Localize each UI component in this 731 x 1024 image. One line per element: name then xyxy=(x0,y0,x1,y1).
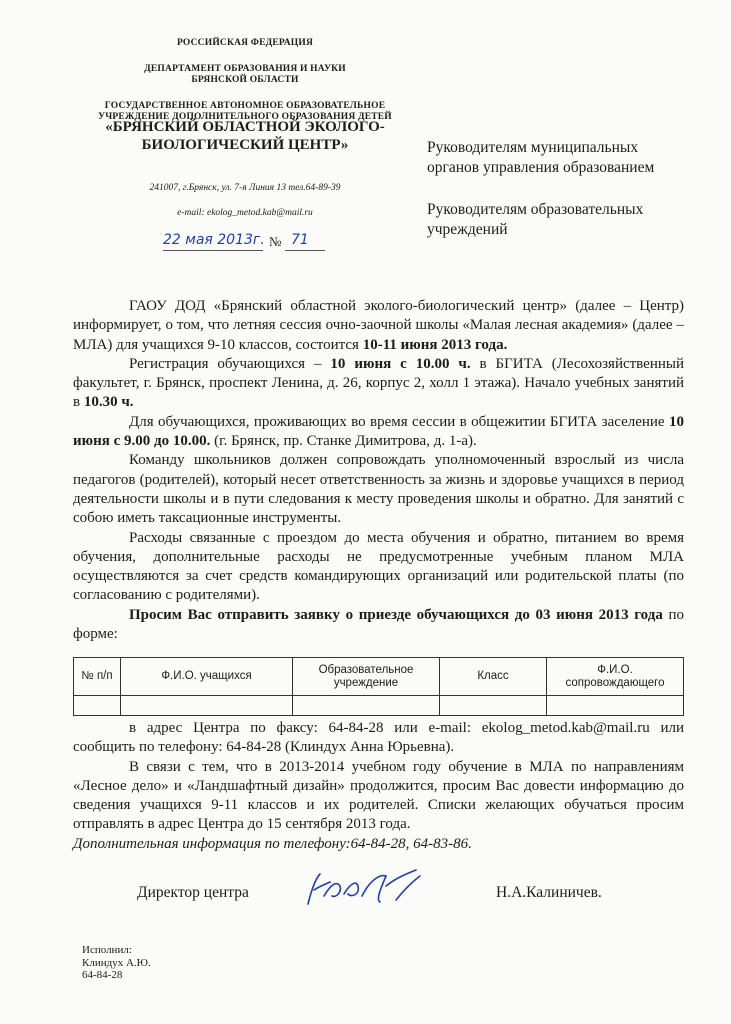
organization-name xyxy=(60,118,430,154)
paragraph-request: Просим Вас отправить заявку о приезде обучающихся до 03 июня 2013 года по форме: xyxy=(73,606,684,643)
addressee-line-3: Руководителям образовательных xyxy=(427,201,644,218)
organization-name-line-2: БИОЛОГИЧЕСКИЙ ЦЕНТР» xyxy=(141,137,349,153)
organization-name-line-1: «БРЯНСКИЙ ОБЛАСТНОЙ ЭКОЛОГО- xyxy=(105,119,385,135)
paragraph-next-year: В связи с тем, что в 2013-2014 учебном году обучение в МЛА по направлениям «Лесное дело» и «Ландшафтный дизайн» продолжится, просим Вас довести информацию до сведения учащихся 9-11 классов и их родителей. Списки желающих обучаться просим отправлять в адрес Центра до 15 сентября 2013 года. xyxy=(73,758,684,833)
addressee-line-4: учреждений xyxy=(427,221,508,238)
handwritten-number: 71 xyxy=(291,232,309,248)
table-cell xyxy=(293,696,440,716)
addressee-line-1: Руководителям муниципальных xyxy=(427,139,639,156)
paragraph-escort: Команду школьников должен сопровождать уполномоченный взрослый из числа педагогов (родителей), который несет ответственность за жизнь и здоровье учащихся в период деятельности школы и в пути следования к месту проведения школы и обратно. Для занятий с собою иметь таксационные инструменты. xyxy=(73,452,684,527)
table-cell xyxy=(121,696,293,716)
table-header-cell: Ф.И.О. сопровождающего xyxy=(547,658,684,696)
country-line: РОССИЙСКАЯ ФЕДЕРАЦИЯ xyxy=(176,38,314,48)
table-header-cell: № п/п xyxy=(74,658,121,696)
handwritten-date: 22 мая 2013г. xyxy=(163,232,265,248)
table-row xyxy=(74,696,684,716)
application-form-table xyxy=(73,657,684,716)
signature-name: Н.А.Калиничев. xyxy=(496,884,602,901)
institution-line-2: УЧРЕЖДЕНИЕ ДОПОЛНИТЕЛЬНОГО ОБРАЗОВАНИЯ ДЕТЕЙ xyxy=(98,112,392,122)
letter-date-number xyxy=(163,232,333,252)
executor-label: Исполнил: xyxy=(82,944,132,956)
addressee-line-2: органов управления образованием xyxy=(427,159,655,176)
department-line-1: ДЕПАРТАМЕНТ ОБРАЗОВАНИЯ И НАУКИ xyxy=(144,64,346,74)
paragraph-session-info: ГАОУ ДОД «Брянский областной эколого-биологический центр» (далее – Центр) информирует, о том, что летняя сессия очно-заочной школы «Малая лесная академия» (далее – МЛА) для учащихся 9-10 классов, состоится 10-11 июня 2013 года. xyxy=(73,298,684,353)
table-cell xyxy=(74,696,121,716)
institution-line-1: ГОСУДАРСТВЕННОЕ АВТОНОМНОЕ ОБРАЗОВАТЕЛЬНОЕ xyxy=(104,101,386,111)
letter-body xyxy=(73,297,684,644)
table-header-cell: Класс xyxy=(440,658,547,696)
letterhead xyxy=(60,38,430,123)
executor-phone: 64-84-28 xyxy=(82,969,123,981)
paragraph-contacts: в адрес Центра по факсу: 64-84-28 или e-mail: ekolog_metod.kab@mail.ru или сообщить по телефону: 64-84-28 (Клиндух Анна Юрьевна). xyxy=(73,720,684,756)
addressee-block xyxy=(427,138,727,240)
table-header-cell: Ф.И.О. учащихся xyxy=(121,658,293,696)
paragraph-registration: Регистрация обучающихся – 10 июня с 10.00 ч. в БГИТА (Лесохозяйственный факультет, г. Брянск, проспект Ленина, д. 26, корпус 2, холл 1 этажа). Начало учебных занятий в 10.30 ч. xyxy=(73,355,684,411)
executor-name: Клиндух А.Ю. xyxy=(82,956,151,969)
number-label: № xyxy=(269,234,282,249)
handwritten-signature xyxy=(300,866,435,916)
paragraph-expenses: Расходы связанные с проездом до места обучения и обратно, питанием во время обучения, дополнительные расходы не предусмотренные учебным планом МЛА осуществляются за счет средств командирующих организаций или родительской платы (по согласованию с родителями). xyxy=(73,529,684,604)
signature-position: Директор центра xyxy=(137,884,249,901)
date-underline xyxy=(163,250,263,251)
organization-address: 241007, г.Брянск, ул. 7-я Линия 13 тел.64-89-39 xyxy=(149,183,341,193)
paragraph-additional-info: Дополнительная информация по телефону:64-84-28, 64-83-86. xyxy=(73,835,472,852)
executor-block xyxy=(82,944,151,982)
letter-body-continued xyxy=(73,719,684,854)
paragraph-dormitory: Для обучающихся, проживающих во время сессии в общежитии БГИТА заселение 10 июня с 9.00 до 10.00. (г. Брянск, пр. Станке Димитрова, д. 1-а). xyxy=(73,413,684,450)
organization-email: e-mail: ekolog_metod.kab@mail.ru xyxy=(177,208,313,218)
table-cell xyxy=(547,696,684,716)
table-header-cell: Образовательное учреждение xyxy=(293,658,440,696)
table-cell xyxy=(440,696,547,716)
department-line-2: БРЯНСКОЙ ОБЛАСТИ xyxy=(191,75,299,85)
table-header-row xyxy=(74,658,684,696)
number-underline xyxy=(285,250,325,251)
